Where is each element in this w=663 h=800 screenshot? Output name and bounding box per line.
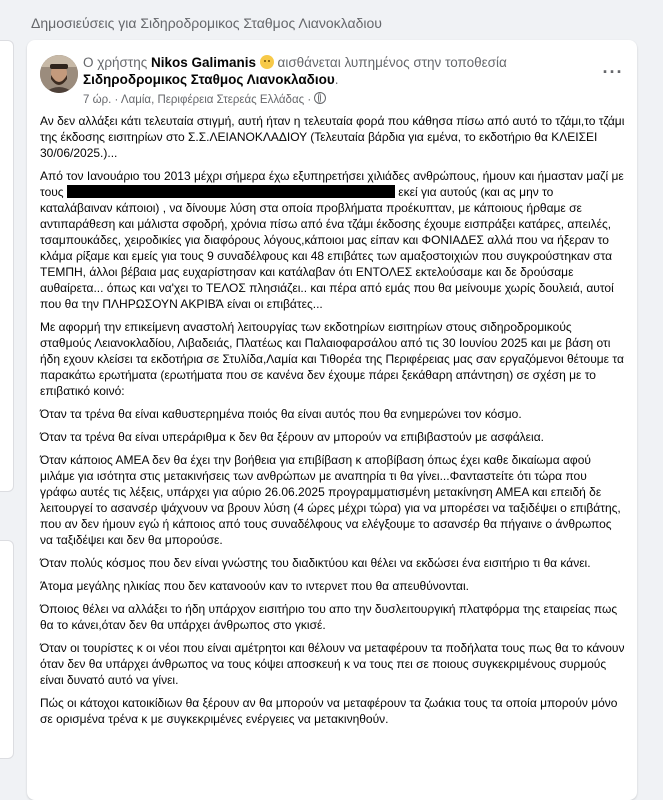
more-options-button[interactable]: ··· xyxy=(602,62,624,82)
left-side-panel-lower xyxy=(0,540,14,759)
post-time[interactable]: 7 ώρ. xyxy=(83,94,112,106)
globe-icon xyxy=(314,92,326,104)
post-paragraph-7: Όταν πολύς κόσμος που δεν είναι γνώστης του διαδικτύου και θέλει να εκδώσει ένα εισιτήριο τι θα κάνει. xyxy=(40,556,591,570)
post-paragraph-8: Άτομα μεγάλης ηλικίας που δεν κατανοούν καν το ιντερνετ που θα απευθύνονται. xyxy=(40,579,469,593)
paragraph-2-start: Από τον Ιανουάριο του 2013 μέχρι σήμερα έχω εξυπηρετήσει χιλιάδες ανθρώπους, ήμουν και ήμασταν μαζί με τους xyxy=(40,169,624,199)
post-body xyxy=(40,113,626,734)
avatar[interactable] xyxy=(40,55,78,93)
paragraph-2-end: εκεί για αυτούς (και ας μην το καταλάβαιναν κάποιοι) , να δίνουμε λύση στα οποία προβλήματα προέκυπταν, με κάποιους ήρθαμε σε αντιπαράθεση και μάλιστα σφοδρή, χρόνια πίσω από ένα τζάμι έκδοσης έχουμε εισπράξει κατάρες, απειλές, τσαμπουκάδες, χειροδικίες για διαφόρους λόγους,κάποιοι μας είπαν και ΦΟΝΙΑΔΕΣ αλλά που να ήξεραν το κλάμα ρίξαμε και εμείς για τους 9 συναδέλφους και 48 επιβάτες των αμαξοστοιχιών που συγκρούστηκαν στα ΤΕΜΠΗ, άλλοι βέβαια μας ευχαρίστησαν και κατάλαβαν ότι ΕΝΤΟΛΕΣ εκτελούσαμε και δε δρούσαμε αυθαίρετα... όπως και να'χει το ΤΕΛΟΣ πλησιάζει.. και πέρα από εμάς που θα μείνουμε χωρίς δουλειά, αυτοί που θα την ΠΛΗΡΩΣΟΥΝ ΑΚΡΙΒΆ είναι οι επιβάτες... xyxy=(40,185,614,311)
redacted-block xyxy=(67,185,395,198)
post-paragraph-11: Πώς οι κάτοχοι κατοικίδιων θα ξέρουν αν θα μπορούν να μεταφέρουν τα ζωάκια τους τα οποία μπορούν μόνο σε ορισμένα τρένα κ με συγκεκριμένες ενέργειες να μετακινηθούν. xyxy=(40,696,618,726)
post-paragraph-5: Όταν τα τρένα θα είναι υπεράριθμα κ δεν θα ξέρουν αν μπορούν να επιβιβαστούν με ασφάλεια. xyxy=(40,430,544,444)
section-title: Δημοσιεύσεις για Σιδηροδρομικος Σταθμος Λιανοκλαδιου xyxy=(31,15,382,31)
post-paragraph-1: Αν δεν αλλάξει κάτι τελευταία στιγμή, αυτή ήταν η τελευταία φορά που κάθησα πίσω από αυτό το τζάμι,το τζάμι της έκδοσης εισιτηρίων στο Σ.Σ.ΛΕΙΑΝΟΚΛΑΔΙΟΥ (Τελευταία βάρδια για εμένα, το εκδοτήριο θα ΚΛΕΙΣΕΙ 30/06/2025.)... xyxy=(40,114,625,160)
post-card xyxy=(27,40,637,800)
header-prefix: Ο χρήστης xyxy=(83,55,151,70)
post-paragraph-4: Όταν τα τρένα θα είναι καθυστερημένα ποιός θα είναι αυτός που θα ενημερώνει τον κόσμο. xyxy=(40,407,522,421)
sad-face-icon xyxy=(260,55,274,69)
post-paragraph-3: Με αφορμή την επικείμενη αναστολή λειτουργίας των εκδοτηρίων εισιτηρίων στους σιδηροδρομικούς σταθμούς Λειανοκλαδίου, Λιβαδειάς, Πλατέως και Παλαιοφαρσάλου από τις 30 Ιουνίου 2025 και με βάση οτι ήδη εχουν κλείσει τα εκδοτήρια σε Στυλίδα,Λαμία και Τιθορέα της Περιφέρειας μας σαν εργαζόμενοι θέτουμε τα παρακάτω ερωτήματα (ερωτήματα που σε κανένα δεν έχουμε πάρει ξεκάθαρη απάντηση) σε σχέση με το επιβατικό κοινό: xyxy=(40,320,624,398)
post-header xyxy=(83,54,583,88)
post-paragraph-2 xyxy=(40,168,626,312)
post-paragraph-6: Όταν κάποιος ΑΜΕΑ δεν θα έχει την βοήθεια για επιβίβαση κ αποβίβαση όπως έχει καθε δικαίωμα αφού μιλάμε για ισότητα στις μετακινήσεις των ανθρώπων με αναπηρία τι θα γίνει...Φανταστείτε ότι τώρα που γράφω αυτές τις λέξεις, υπάρχει για αύριο 26.06.2025 προγραμματισμένη μετακίνηση ΑΜΕΑ και επειδή δε λειτουργεί το ασανσέρ ψάχνουν να βρουν λύση (4 ώρες μέχρι τώρα) για να μπορέσει να ταξιδέψει ο επιβάτης, που αν δεν ήμουν εγώ ή κάποιος από τους συναδέλφους να ελέγξουμε το ασανσέρ θα πήγαινε ο άνθρωπος να ταξιδέψει και δεν θα μπορούσε. xyxy=(40,453,621,547)
location-link[interactable]: Σιδηροδρομικος Σταθμος Λιανοκλαδιου xyxy=(83,72,335,87)
post-location[interactable]: Λαμία, Περιφέρεια Στερεάς Ελλάδας xyxy=(120,94,305,106)
author-name[interactable]: Nikos Galimanis xyxy=(150,55,257,70)
post-meta: 7 ώρ. · Λαμία, Περιφέρεια Στερεάς Ελλάδας · xyxy=(83,92,326,106)
feeling-text: αισθάνεται λυπημένος στην τοποθεσία xyxy=(273,55,507,70)
header-end: . xyxy=(334,72,339,87)
post-paragraph-9: Όποιος θέλει να αλλάξει το ήδη υπάρχον εισιτήριο του απο την δυσλειτουργική πλατφόρμα της εταιρείας πως θα το κάνει,όταν δεν θα υπάρχει άνθρωπος στο γκισέ. xyxy=(40,602,618,632)
left-side-panel xyxy=(0,40,14,492)
post-paragraph-10: Όταν οι τουρίστες κ οι νέοι που είναι αμέτρητοι και θέλουν να μεταφέρουν τα ποδήλατα τους πως θα το κάνουν όταν δεν θα υπάρχει άνθρωπος να τους κόψει αποσκευή κ να τους πει σε ποιους συγκεκριμένους συρμούς είναι δυνατό αυτό να γίνει. xyxy=(40,641,625,687)
